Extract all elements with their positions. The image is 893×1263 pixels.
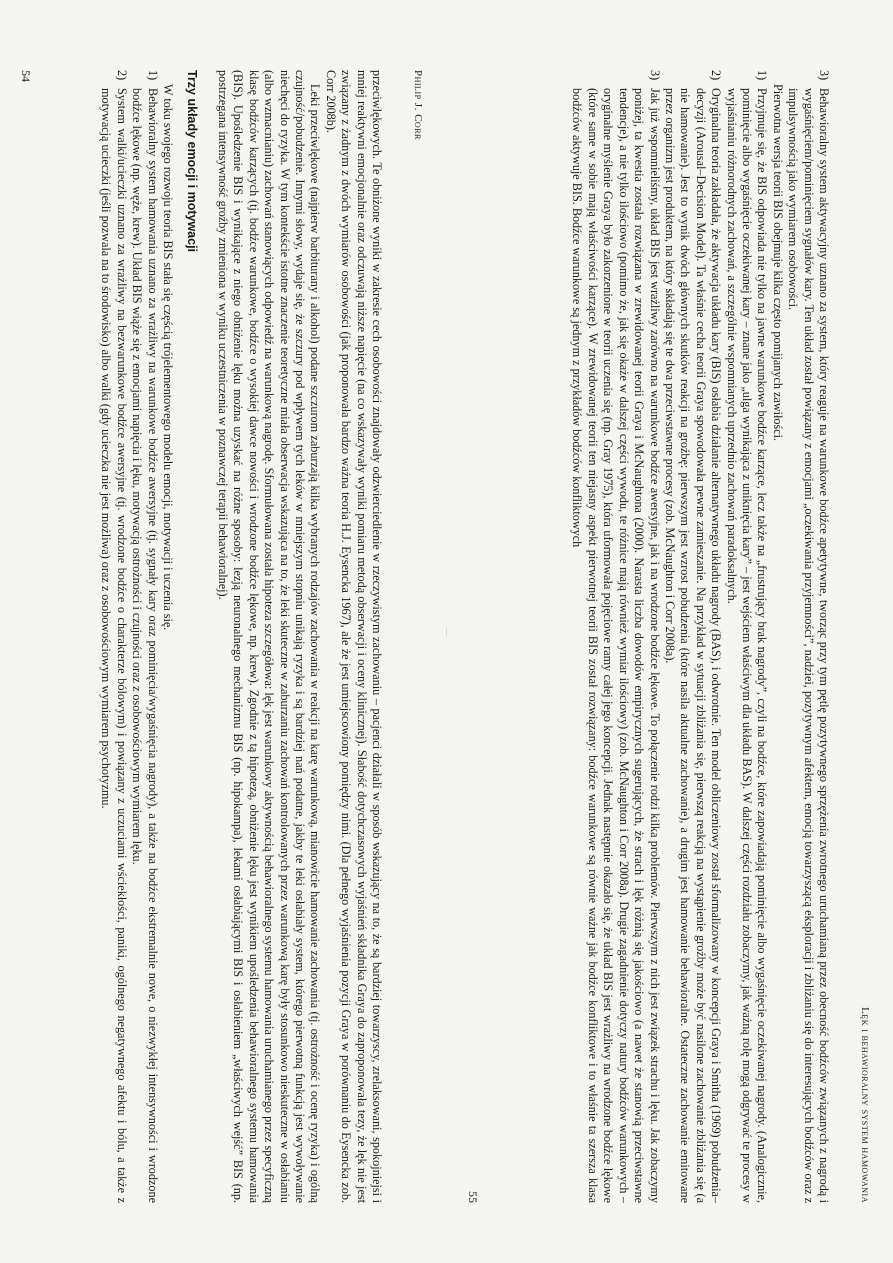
list-number: 2) bbox=[114, 70, 129, 81]
list-text: Oryginalna teoria zakładała, że aktywacja układu kary (BIS) osłabia działanie alternatywnego układu nagrody (BAS), i odwrotnie. Ten model obliczeniowy został sformalizowany w koncepcji Graya i Smitha (1969) pobudzenia–decyzji (Arousal–Decision Model). Ta właśnie cecha teorii Graya spowodowała pewne zamieszanie. Na przykład w sytuacji zbliżania się, pierwszą reakcją na wystąpienie groźby może być nasilone zachowanie zbliżania się (a nie hamowanie). Jest to wynik dwóch głównych skutków reakcji na groźbę: pierwszym jest wzrost pobudzenia (które nasila aktualne zachowanie), a drugim jest hamowanie behawioralne. Ostateczne zachowanie emitowane przez organizm jest produktem, na który składają się te dwa przeciwstawne procesy (zob. McNaughton i Corr 2008a). bbox=[662, 88, 724, 1203]
list-text: Behawioralny system aktywacyjny uznano za system, który reaguje na warunkowe bodźce apetytywne, tworząc przy tym pętlę pozytywnego sprzężenia zwrotnego uruchamianą przez obecność bodźców związanych z nagrodą i wygaśnięciem/pominięciem sygnałów kary. Ten układ został powiązany z emocjami „oczekiwania przyjemności”, nadziei, pozytywnym afektem, emocją towarzyszącą eksploracji i zbliżaniu się do interesujących bodźców oraz z impulsywnością jako wymiarem osobowości. bbox=[786, 88, 831, 1203]
list-text: Behawioralny system hamowania uznano za wrażliwy na warunkowe bodźce awersyjne (tj. sygnały kary oraz pominięcia/wygaśnięcia nagrody), a także na bodźce ekstremalnie nowe, o niezwykłej intensywności i wrodzone bodźce lękowe (np. węże, krew). Układ BIS wiąże się z emocjami napięcia i lęku, motywacją ostrożności i czujności oraz z osobowościowym wymiarem lęku. bbox=[130, 88, 160, 1203]
page-body-left bbox=[98, 70, 384, 1203]
list-text: System walki/ucieczki uznano za wrażliwy na bezwarunkowe bodźce awersyjne (tj. wrodzone bodźce o charakterze bólowym) i powiązany z uczuciami wściekłości, paniki, ogólnego negatywnego afektu i bólu, a także z motywacją ucieczki (jeśli pozwala na to środowisko) albo walki (gdy ucieczka nie jest możliwa) oraz z osobowościowym wymiarem psychotyzmu. bbox=[99, 88, 129, 1203]
list-number: 1) bbox=[755, 70, 770, 81]
section-intro: W toku swojego rozwoju teoria BIS stała się częścią trójelementowego modelu emocji, motywacji i uczenia się. bbox=[161, 84, 176, 631]
page-54 bbox=[0, 0, 446, 1263]
list-item bbox=[662, 70, 724, 1203]
list-number: 3) bbox=[647, 70, 662, 81]
list-item bbox=[569, 70, 661, 1203]
list-item bbox=[98, 70, 129, 1203]
list-number: 1) bbox=[145, 70, 160, 81]
list-item bbox=[785, 70, 831, 1203]
paragraph: Pierwotna wersja teorii BIS obejmuje kilka często pomijanych zawiłości. bbox=[770, 84, 785, 442]
page-body-right bbox=[569, 70, 831, 1203]
section-title: Trzy układy emocji i motywacji bbox=[184, 70, 199, 253]
running-header-left: Philip J. Corr bbox=[412, 70, 424, 140]
paragraph: przeciwlękowych. Te obniżone wyniki w zakresie cech osobowości znajdowały odzwierciedlenie w rzeczywistym zachowaniu – pacjenci działali w sposób wskazujący na to, że są bardziej towarzyscy, zrelaksowani, spokojniejsi i mniej reaktywni emocjonalnie oraz odczuwają niższe napięcie (na co wskazywały wyniki pomiaru metodą obserwacji i oceny klinicznej). Słabość dotychczasowych wyjaśnień składnika Graya do zaproponowała tezy, że lęk nie jest związany z żadnym z dwóch wymiarów osobowości (jak proponowała bardzo ważna teoria H.J. Eysencka 1967), ale że jest umiejscowiony pomiędzy nimi. (Dla pełnego wyjaśnienia pozycji Graya w porównaniu do Eysencka zob. Corr 2008b). bbox=[323, 70, 384, 1203]
running-header-right: Lęk i behawioralny system hamowania bbox=[859, 1007, 871, 1203]
page-55 bbox=[447, 0, 893, 1263]
page-number: 55 bbox=[466, 1191, 480, 1203]
list-text: Jak już wspomnieliśmy, układ BIS jest wrażliwy zarówno na warunkowe bodźce awersyjne, jak i na wrodzone bodźce lękowe. To połączenie rodzi kilka problemów. Pierwszym z nich jest związek strachu i lęku. Jak zobaczymy poniżej, ta kwestia została rozwiązana w zrewidowanej teorii Graya i McNaughtona (2000). Narasta liczba dowodów empirycznych sugerujących, że strach i lęk różnią się jakościowo (a nawet że stanowią przeciwstawne tendencje), a nie tylko ilościowo (pomimo że, jak się okaże w dalszej części wywodu, te różnice mają również wymiar ilościowy) (zob. McNaughton i Corr 2008a). Drugie zagadnienie dotyczy natury bodźców warunkowych – oryginalne myślenie Graya było zakorzenione w teorii uczenia się (np. Gray 1975), która uformowała pojęciowe ramy całej jego koncepcji. Jednak następnie okazało się, że układ BIS jest wrażliwy na wrodzone bodźce lękowe (które same w sobie mają właściwości karzące). W zrewidowanej teorii ten niejasny aspekt pierwotnej teorii BIS został rozwiązany: bodźce warunkowe są równie ważne jak bodźce konfliktowe i to właśnie ta szersza klasa bodźców aktywuje BIS. Bodźce warunkowe są jednym z przykładów bodźców konfliktowych bbox=[570, 88, 662, 1203]
list-number: 3) bbox=[817, 70, 831, 81]
list-item bbox=[129, 70, 160, 1203]
list-text: Przyjmuje się, że BIS odpowiada nie tylko na jawne warunkowe bodźce karzące, lecz także na „frustrujący brak nagrody”, czyli na bodźce, które zapowiadają pominięcie albo wygaśnięcie oczekiwanej nagrody. (Analogicznie, pominięcie albo wygaśnięcie oczekiwanej kary – znane jako „ulga wynikająca z uniknięcia kary” – jest wejściem właściwym dla układu BAS). W dalszej części rozdziału zobaczymy, jak ważną rolę mogą odgrywać te procesy w wyjaśnianiu różnorodnych zachowań, a szczególnie wspomnianych uprzednio zachowań paradoksalnych. bbox=[724, 88, 770, 1203]
paragraph: Leki przeciwlękowe (najpierw barbiturany i alkohol) podane szczurom zaburzają kilka wybranych rodzajów zachowania w reakcji na karę warunkową, mianowicie hamowanie zachowania (tj. ostrożność i ocenę ryzyka) i ogólną czujność/pobudzenie. Innymi słowy, wydaje się, że szczury pod wpływem tych leków w mniejszym stopniu unikają ryzyka i są bardziej nań podatne, jakby te leki osłabiały system, którego pierwotną funkcją jest wywoływanie niechęci do ryzyka. W tym kontekście istotne znaczenie teoretyczne miała obserwacja wskazująca na to, że leki skuteczne w zaburzaniu zachowań kontrolowanych przez warunkową karę były stosunkowo nieskuteczne w osłabianiu (albo wzmacnianiu) zachowań stanowiących odpowiedź na warunkową nagrodę. Sformułowana została hipoteza szczegółowa: lęk jest warunkowy aktywnością behawioralnego systemu hamowania uruchamianego przez specyficzną klasę bodźców karzących (tj. bodźce warunkowe, bodźce o wysokiej dawce nowości i wrodzone bodźce lękowe, np. krew). Zgodnie z tą hipotezą, obniżenie lęku jest wynikiem upośledzenia behawioralnego systemu hamowania (BIS). Upośledzenie BIS i wynikające z niego obniżenie lęku można uzyskać na różne sposoby: lezją neuronalnego mechanizmu BIS (np. hipokampa), lekami osłabiającymi BIS i osłabieniem „właściwych wejść” BIS (np. postrzegana intensywność groźby zmieniona w wyniku uczestniczenia w poznawczej terapii behawioralnej). bbox=[215, 70, 323, 1204]
list-number: 2) bbox=[709, 70, 724, 81]
list-item bbox=[723, 70, 769, 1203]
page-number: 54 bbox=[19, 70, 33, 82]
